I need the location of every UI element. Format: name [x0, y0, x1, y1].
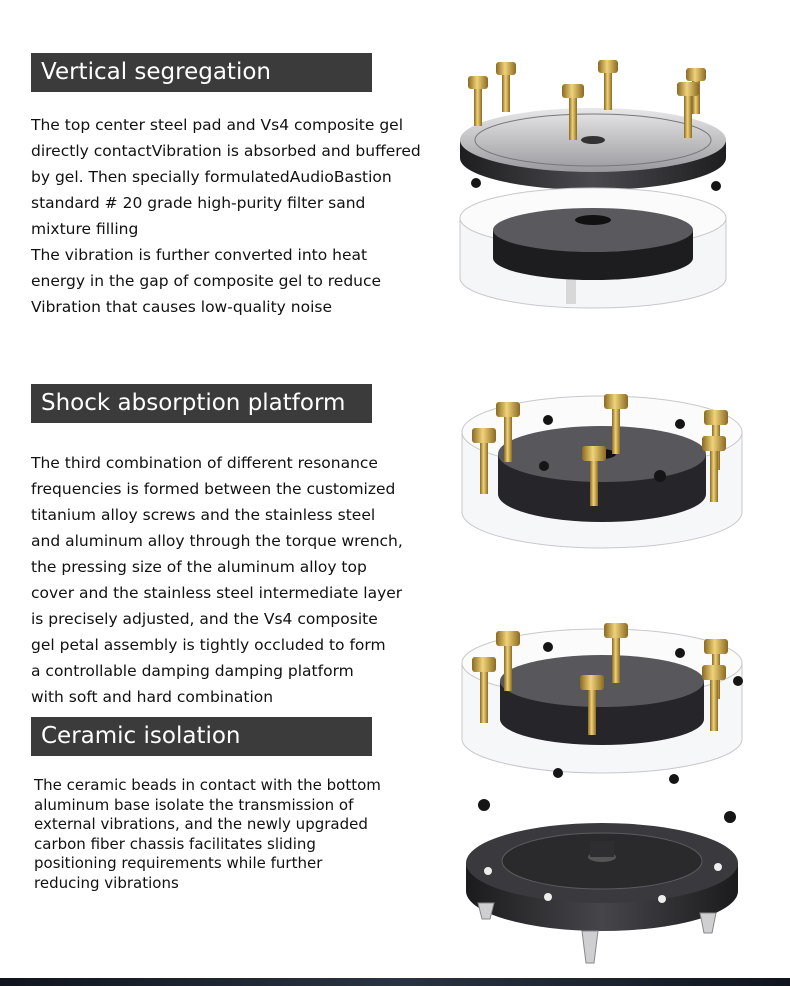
- platform-disc: [500, 655, 704, 745]
- text-line: the pressing size of the aluminum alloy top: [31, 558, 367, 576]
- text-line: carbon fiber chassis facilitates sliding: [34, 834, 316, 853]
- text-line: with soft and hard combination: [31, 688, 274, 706]
- text-line: frequencies is formed between the customized: [31, 480, 396, 498]
- section-title-shock-absorption-platform: Shock absorption platform: [31, 384, 372, 423]
- text-line: The top center steel pad and Vs4 composite gel: [31, 116, 404, 134]
- text-line: by gel. Then specially formulatedAudioBastion: [31, 168, 392, 186]
- aluminum-base-illustration: [448, 795, 753, 975]
- description-shock-absorption-platform: [31, 450, 403, 710]
- aluminum-base: [466, 823, 738, 931]
- text-line: directly contactVibration is absorbed and buffered: [31, 142, 421, 160]
- text-line: reducing vibrations: [34, 873, 179, 892]
- text-line: energy in the gap of composite gel to reduce: [31, 272, 382, 290]
- text-line: The vibration is further converted into heat: [31, 246, 368, 264]
- text-line: mixture filling: [31, 220, 139, 238]
- platform-disc: [498, 426, 706, 522]
- text-line: external vibrations, and the newly upgraded: [34, 815, 368, 833]
- text-line: titanium alloy screws and the stainless steel: [31, 506, 376, 524]
- text-line: a controllable damping damping platform: [31, 662, 354, 680]
- text-line: aluminum base isolate the transmission of: [34, 795, 354, 814]
- text-line: The third combination of different resonance: [31, 454, 378, 472]
- description-vertical-segregation: [31, 112, 421, 320]
- text-line: and aluminum alloy through the torque wrench,: [31, 532, 403, 550]
- text-line: cover and the stainless steel intermediate layer: [31, 584, 403, 602]
- section-title-vertical-segregation: Vertical segregation: [31, 53, 372, 92]
- text-line: gel petal assembly is tightly occluded to form: [31, 636, 386, 654]
- text-line: The ceramic beads in contact with the bottom: [34, 776, 381, 794]
- text-line: positioning requirements while further: [34, 854, 323, 872]
- section-title-ceramic-isolation: Ceramic isolation: [31, 717, 372, 756]
- text-line: Vibration that causes low-quality noise: [31, 298, 332, 316]
- shock-absorption-platform-illustration: [448, 384, 753, 559]
- gel-cup: [460, 188, 726, 308]
- ceramic-isolation-platform-illustration: [448, 615, 753, 795]
- text-line: is precisely adjusted, and the Vs4 composite: [31, 610, 378, 628]
- bottom-divider: [0, 978, 790, 986]
- text-line: standard # 20 grade high-purity filter sand: [31, 194, 366, 212]
- vertical-segregation-exploded-illustration: [448, 50, 738, 320]
- description-ceramic-isolation: [34, 776, 381, 893]
